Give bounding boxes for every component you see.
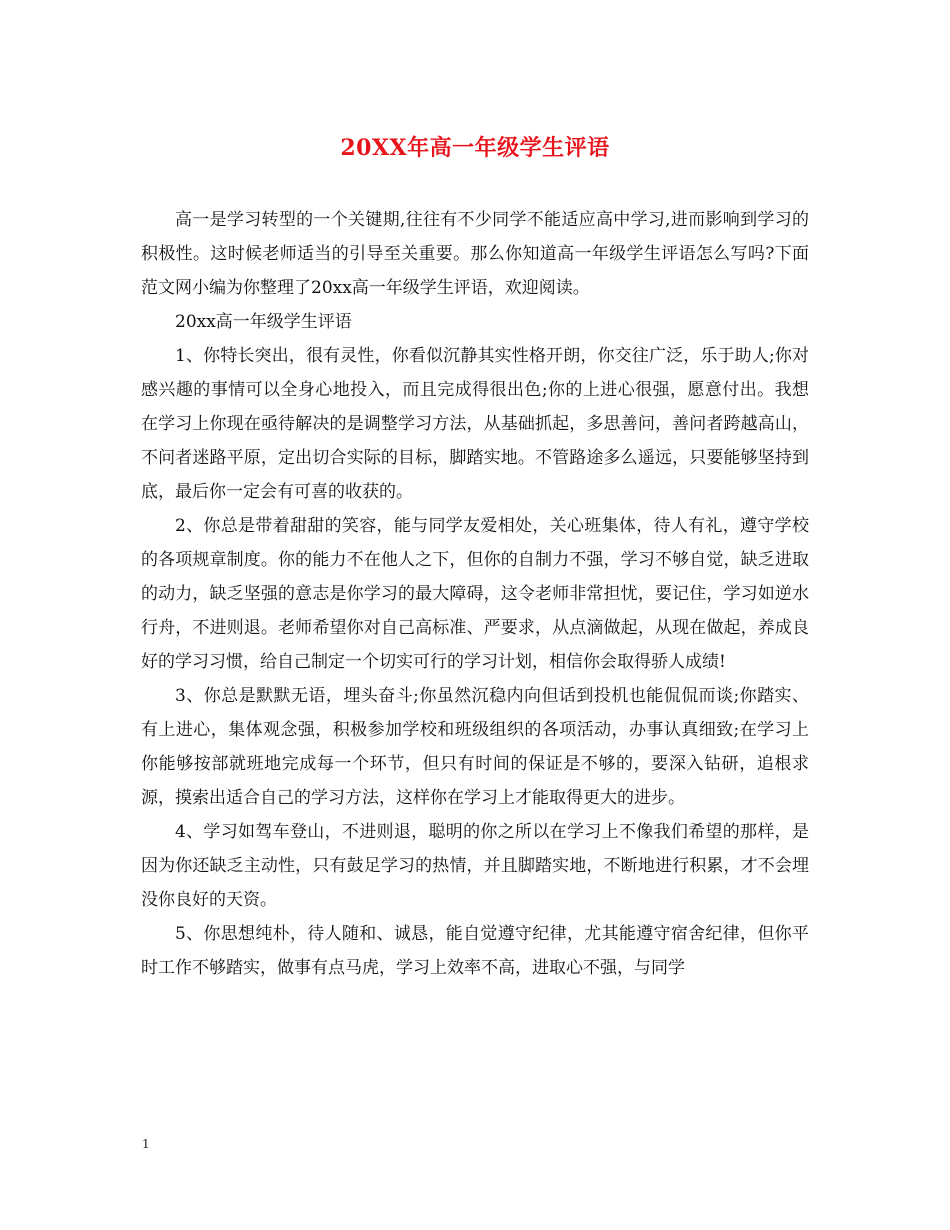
comment-paragraph-2: 2、你总是带着甜甜的笑容，能与同学友爱相处，关心班集体，待人有礼，遵守学校的各项规章制度。你的能力不在他人之下，但你的自制力不强，学习不够自觉，缺乏进取的动力，缺乏坚强的意志是你学习的最大障碍，这令老师非常担忧，要记住，学习如逆水行舟，不进则退。老师希望你对自己高标准、严要求，从点滴做起，从现在做起，养成良好的学习习惯，给自己制定一个切实可行的学习计划，相信你会取得骄人成绩! [141, 516, 809, 672]
intro-paragraph: 高一是学习转型的一个关键期,往往有不少同学不能适应高中学习,进而影响到学习的积极性。这时候老师适当的引导至关重要。那么你知道高一年级学生评语怎么写吗?下面范文网小编为你整理了20xx高一年级学生评语，欢迎阅读。 [141, 210, 809, 298]
comment-paragraph-3: 3、你总是默默无语，埋头奋斗;你虽然沉稳内向但话到投机也能侃侃而谈;你踏实、有上进心，集体观念强，积极参加学校和班级组织的各项活动，办事认真细致;在学习上你能够按部就班地完成每一个环节，但只有时间的保证是不够的，要深入钻研，追根求源，摸索出适合自己的学习方法，这样你在学习上才能取得更大的进步。 [141, 686, 809, 808]
page-number: 1 [142, 1137, 150, 1151]
document-title: 20XX年高一年级学生评语 [340, 135, 610, 161]
document-body [141, 203, 809, 985]
comment-paragraph-1: 1、你特长突出，很有灵性，你看似沉静其实性格开朗，你交往广泛，乐于助人;你对感兴趣的事情可以全身心地投入，而且完成得很出色;你的上进心很强，愿意付出。我想在学习上你现在亟待解决的是调整学习方法，从基础抓起，多思善问，善问者跨越高山，不问者迷路平原，定出切合实际的目标，脚踏实地。不管路途多么遥远，只要能够坚持到底，最后你一定会有可喜的收获的。 [141, 346, 809, 502]
comment-paragraph-4: 4、学习如驾车登山，不进则退，聪明的你之所以在学习上不像我们希望的那样，是因为你还缺乏主动性，只有鼓足学习的热情，并且脚踏实地，不断地进行积累，才不会埋没你良好的天资。 [141, 822, 809, 910]
comment-paragraph-5: 5、你思想纯朴，待人随和、诚恳，能自觉遵守纪律，尤其能遵守宿舍纪律，但你平时工作不够踏实，做事有点马虎，学习上效率不高，进取心不强，与同学 [141, 924, 809, 978]
section-heading: 20xx高一年级学生评语 [175, 312, 352, 332]
